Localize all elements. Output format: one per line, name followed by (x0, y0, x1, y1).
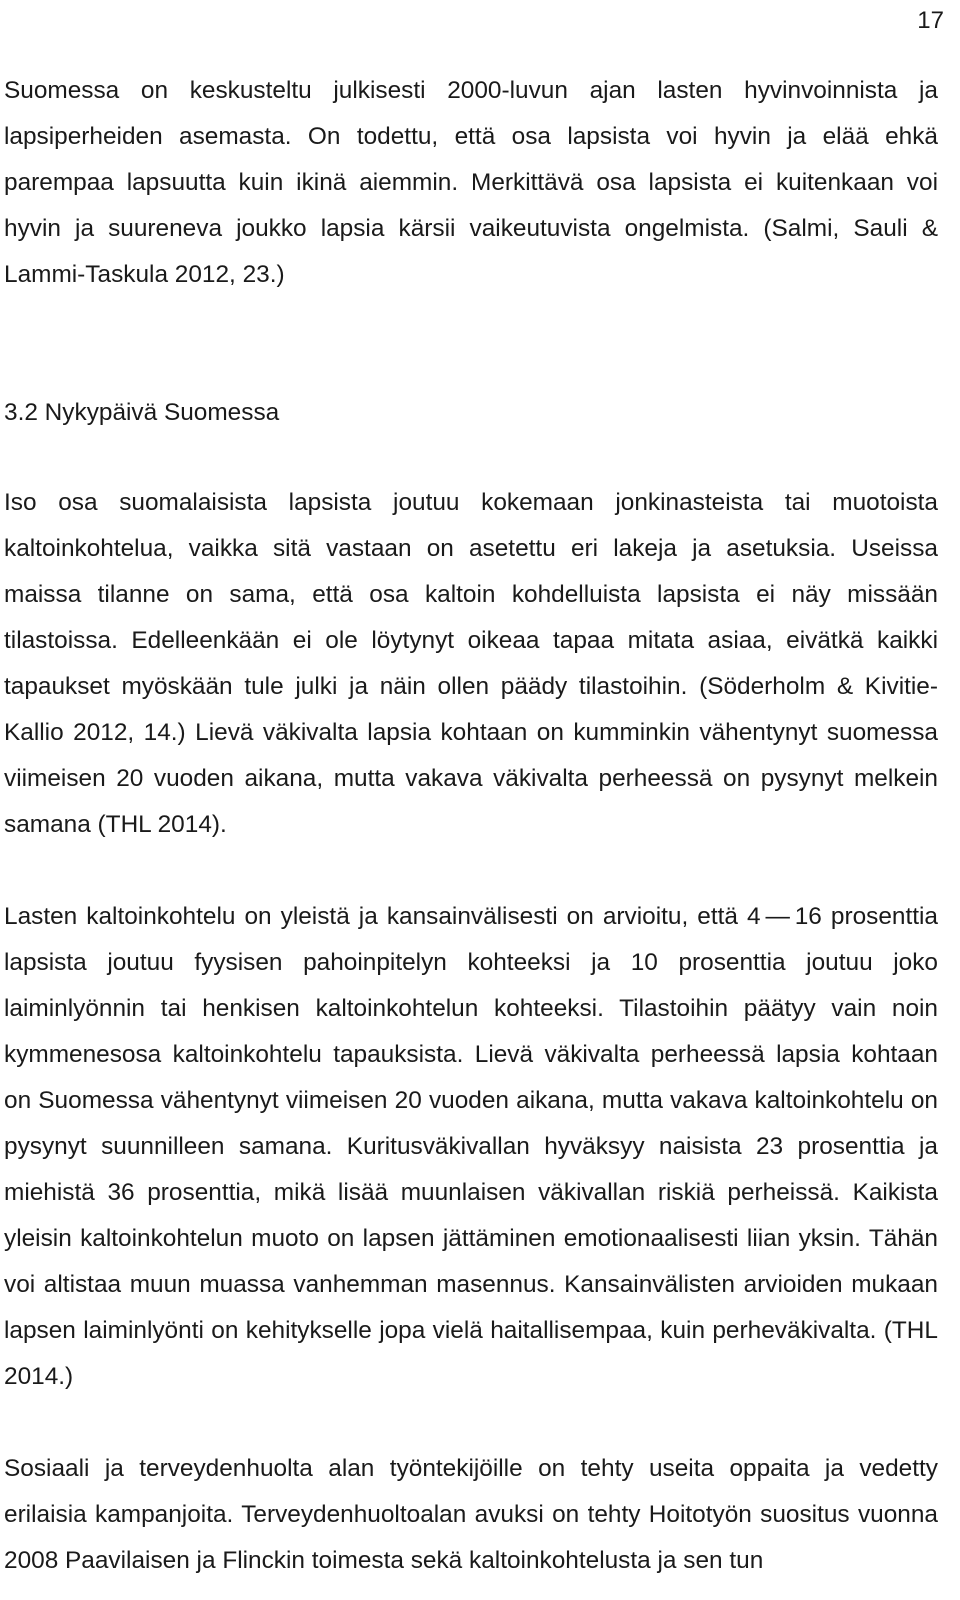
page-number: 17 (917, 7, 944, 34)
intro-paragraph: Suomessa on keskusteltu julkisesti 2000-luvun ajan lasten hyvinvoinnista ja lapsiperheiden asemasta. On todettu, että osa lapsista voi hyvin ja elää ehkä parempaa lapsuutta kuin ikinä aiemmin. Merkittävä osa lapsista ei kuitenkaan voi hyvin ja suureneva joukko lapsia kärsii vaikeutuvista ongelmista. (Salmi, Sauli & Lammi-Taskula 2012, 23.) (4, 77, 938, 288)
document-body (4, 68, 938, 1584)
section-paragraph-3: Sosiaali ja terveydenhuolta alan työntekijöille on tehty useita oppaita ja vedetty erilaisia kampanjoita. Terveydenhuoltoalan avuksi on tehty Hoitotyön suositus vuonna 2008 Paavilaisen ja Flinckin toimesta sekä kaltoinkohtelusta ja sen tun (4, 1455, 938, 1574)
section-paragraph-1: Iso osa suomalaisista lapsista joutuu kokemaan jonkinasteista tai muotoista kaltoinkohtelua, vaikka sitä vastaan on asetettu eri lakeja ja asetuksia. Useissa maissa tilanne on sama, että osa kaltoin kohdelluista lapsista ei näy missään tilastoissa. Edelleenkään ei ole löytynyt oikeaa tapaa mitata asiaa, eivätkä kaikki tapaukset myöskään tule julki ja näin ollen päädy tilastoihin. (Söderholm & Kivitie-Kallio 2012, 14.) Lievä väkivalta lapsia kohtaan on kumminkin vähentynyt suomessa viimeisen 20 vuoden aikana, mutta vakava väkivalta perheessä on pysynyt melkein samana (THL 2014). (4, 489, 938, 838)
section-heading: 3.2 Nykypäivä Suomessa (4, 399, 280, 426)
section-paragraph-2: Lasten kaltoinkohtelu on yleistä ja kansainvälisesti on arvioitu, että 4 — 16 prosenttia lapsista joutuu fyysisen pahoinpitelyn kohteeksi ja 10 prosenttia joutuu joko laiminlyönnin tai henkisen kaltoinkohtelun kohteeksi. Tilastoihin päätyy vain noin kymmenesosa kaltoinkohtelu tapauksista. Lievä väkivalta perheessä lapsia kohtaan on Suomessa vähentynyt viimeisen 20 vuoden aikana, mutta vakava kaltoinkohtelu on pysynyt suunnilleen samana. Kuritusväkivallan hyväksyy naisista 23 prosenttia ja miehistä 36 prosenttia, mikä lisää muunlaisen väkivallan riskiä perheissä. Kaikista yleisin kaltoinkohtelun muoto on lapsen jättäminen emotionaalisesti liian yksin. Tähän voi altistaa muun muassa vanhemman masennus. Kansainvälisten arvioiden mukaan lapsen laiminlyönti on kehitykselle jopa vielä haitallisempaa, kuin perheväkivalta. (THL 2014.) (4, 903, 938, 1390)
